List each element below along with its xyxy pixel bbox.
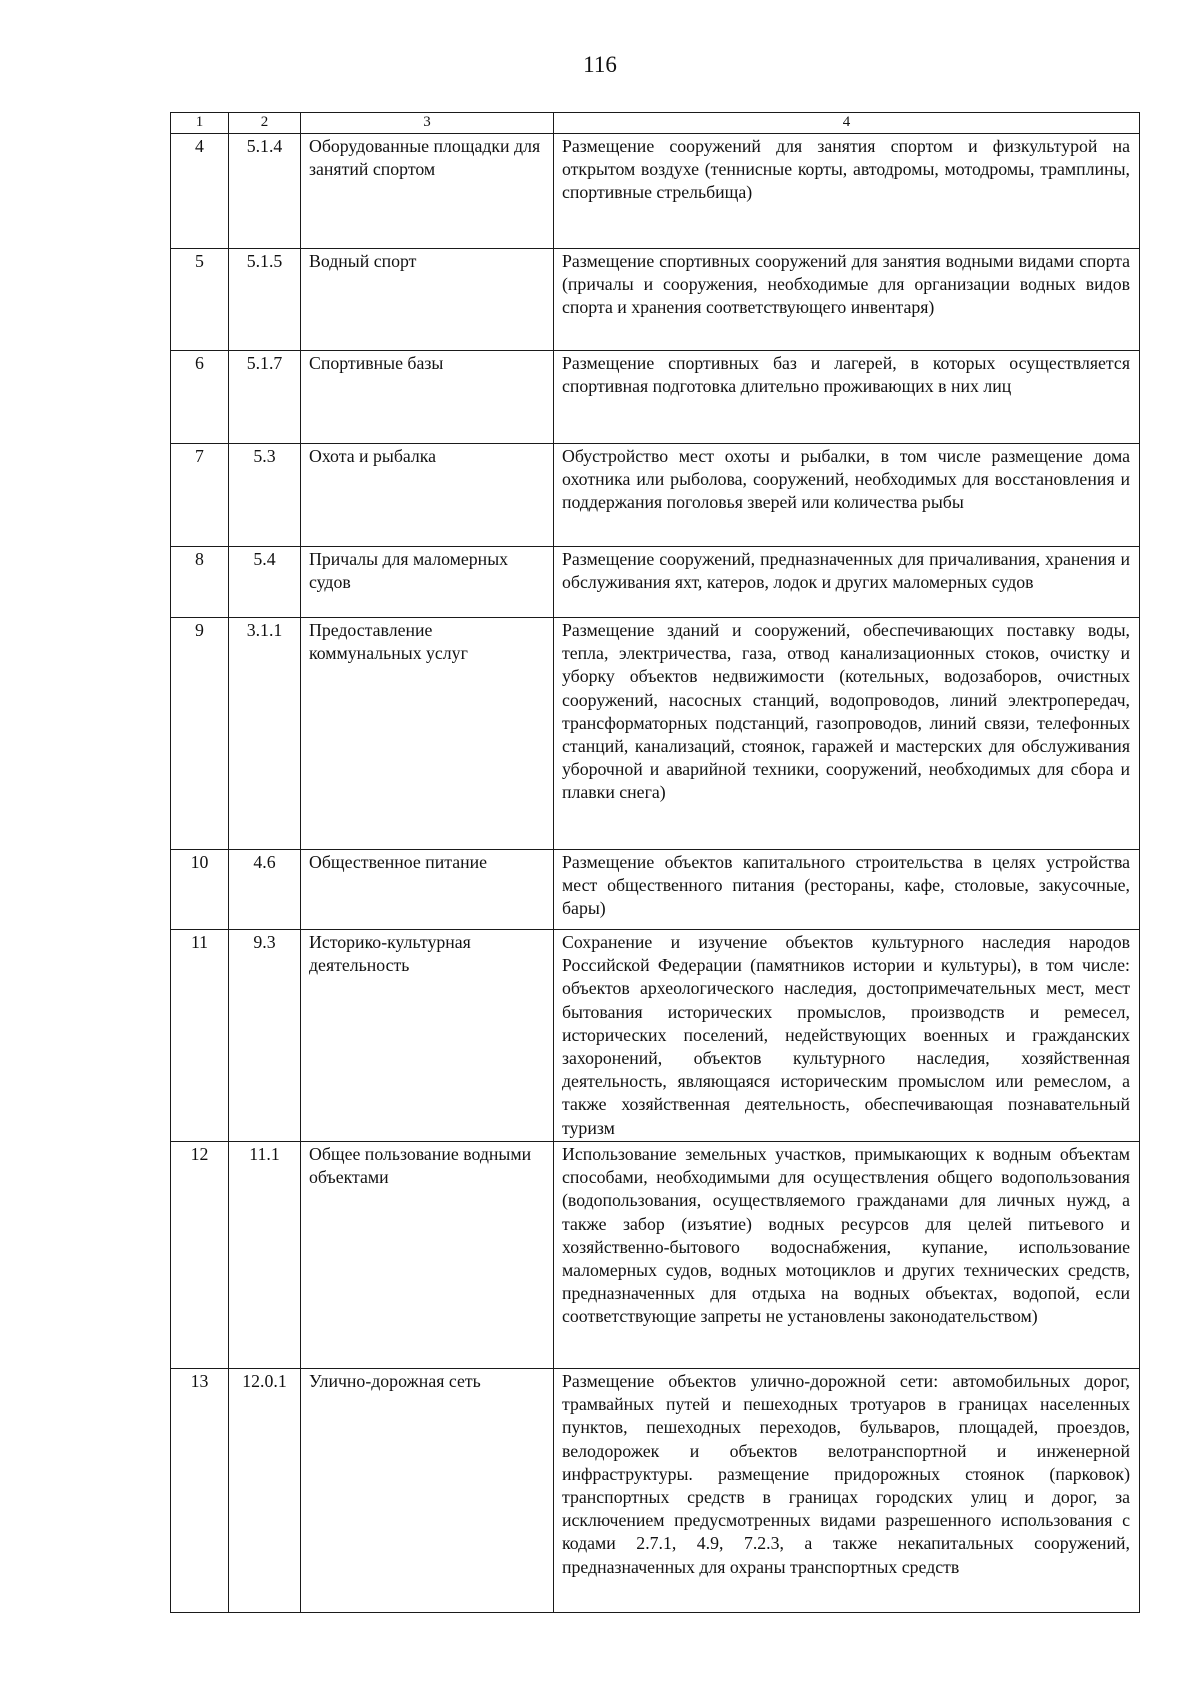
table-row <box>171 850 1140 930</box>
use-code: 5.1.5 <box>229 249 301 351</box>
use-code: 5.4 <box>229 547 301 618</box>
use-code: 11.1 <box>229 1142 301 1369</box>
use-name: Причалы для маломерных судов <box>301 547 554 618</box>
use-code: 5.3 <box>229 444 301 547</box>
use-code: 4.6 <box>229 850 301 930</box>
row-number: 10 <box>171 850 229 930</box>
use-code: 3.1.1 <box>229 618 301 850</box>
table-row <box>171 618 1140 850</box>
use-name: Спортивные базы <box>301 351 554 444</box>
table-row <box>171 547 1140 618</box>
use-description: Размещение объектов капитального строительства в целях устройства мест общественного питания (рестораны, кафе, столовые, закусочные, бары) <box>554 850 1140 930</box>
header-col-1: 1 <box>171 113 229 134</box>
header-col-3: 3 <box>301 113 554 134</box>
use-name: Историко-культурная деятельность <box>301 930 554 1142</box>
use-name: Оборудованные площадки для занятий спортом <box>301 134 554 249</box>
table-row <box>171 444 1140 547</box>
row-number: 9 <box>171 618 229 850</box>
use-description: Размещение сооружений, предназначенных для причаливания, хранения и обслуживания яхт, катеров, лодок и других маломерных судов <box>554 547 1140 618</box>
use-description: Размещение спортивных сооружений для занятия водными видами спорта (причалы и сооружения, необходимые для организации водных видов спорта и хранения соответствующего инвентаря) <box>554 249 1140 351</box>
table-row <box>171 351 1140 444</box>
use-name: Общественное питание <box>301 850 554 930</box>
use-description: Использование земельных участков, примыкающих к водным объектам способами, необходимыми для осуществления общего водопользования (водопользования, осуществляемого гражданами для личных нужд, а также забор (изъятие) водных ресурсов для целей питьевого и хозяйственно-бытового водоснабжения, купание, использование маломерных судов, водных мотоциклов и других технических средств, предназначенных для отдыха на водных объектах, водопой, если соответствующие запреты не установлены законодательством) <box>554 1142 1140 1369</box>
table-row <box>171 134 1140 249</box>
table-row <box>171 930 1140 1142</box>
row-number: 8 <box>171 547 229 618</box>
use-name: Предоставление коммунальных услуг <box>301 618 554 850</box>
header-row <box>171 113 1140 134</box>
use-description: Размещение спортивных баз и лагерей, в которых осуществляется спортивная подготовка длительно проживающих в них лиц <box>554 351 1140 444</box>
page-number: 116 <box>583 52 617 77</box>
row-number: 5 <box>171 249 229 351</box>
table-row <box>171 1142 1140 1369</box>
table-row <box>171 1369 1140 1613</box>
row-number: 11 <box>171 930 229 1142</box>
use-name: Улично-дорожная сеть <box>301 1369 554 1613</box>
row-number: 6 <box>171 351 229 444</box>
use-name: Охота и рыбалка <box>301 444 554 547</box>
use-description: Размещение зданий и сооружений, обеспечивающих поставку воды, тепла, электричества, газа, отвод канализационных стоков, очистку и уборку объектов недвижимости (котельных, водозаборов, очистных сооружений, насосных станций, водопроводов, линий электропередач, трансформаторных подстанций, газопроводов, линий связи, телефонных станций, канализаций, стоянок, гаражей и мастерских для обслуживания уборочной и аварийной техники, сооружений, необходимых для сбора и плавки снега) <box>554 618 1140 850</box>
use-description: Сохранение и изучение объектов культурного наследия народов Российской Федерации (памятников истории и культуры), в том числе: объектов археологического наследия, достопримечательных мест, мест бытования исторических промыслов, производств и ремесел, исторических поселений, недействующих военных и гражданских захоронений, объектов культурного наследия, хозяйственная деятельность, являющаяся историческим промыслом или ремеслом, а также хозяйственная деятельность, обеспечивающая познавательный туризм <box>554 930 1140 1142</box>
use-code: 5.1.4 <box>229 134 301 249</box>
use-description: Размещение объектов улично-дорожной сети: автомобильных дорог, трамвайных путей и пешеходных тротуаров в границах населенных пунктов, пешеходных переходов, бульваров, площадей, проездов, велодорожек и объектов велотранспортной и инженерной инфраструктуры. размещение придорожных стоянок (парковок) транспортных средств в границах городских улиц и дорог, за исключением предусмотренных видами разрешенного использования с кодами 2.7.1, 4.9, 7.2.3, а также некапитальных сооружений, предназначенных для охраны транспортных средств <box>554 1369 1140 1613</box>
header-col-2: 2 <box>229 113 301 134</box>
row-number: 13 <box>171 1369 229 1613</box>
row-number: 7 <box>171 444 229 547</box>
land-use-table <box>170 112 1140 1613</box>
use-description: Обустройство мест охоты и рыбалки, в том числе размещение дома охотника или рыболова, сооружений, необходимых для восстановления и поддержания поголовья зверей или количества рыбы <box>554 444 1140 547</box>
table-row <box>171 249 1140 351</box>
row-number: 12 <box>171 1142 229 1369</box>
use-code: 9.3 <box>229 930 301 1142</box>
use-code: 5.1.7 <box>229 351 301 444</box>
row-number: 4 <box>171 134 229 249</box>
use-name: Водный спорт <box>301 249 554 351</box>
header-col-4: 4 <box>554 113 1140 134</box>
use-description: Размещение сооружений для занятия спортом и физкультурой на открытом воздухе (теннисные корты, автодромы, мотодромы, трамплины, спортивные стрельбища) <box>554 134 1140 249</box>
use-code: 12.0.1 <box>229 1369 301 1613</box>
use-name: Общее пользование водными объектами <box>301 1142 554 1369</box>
